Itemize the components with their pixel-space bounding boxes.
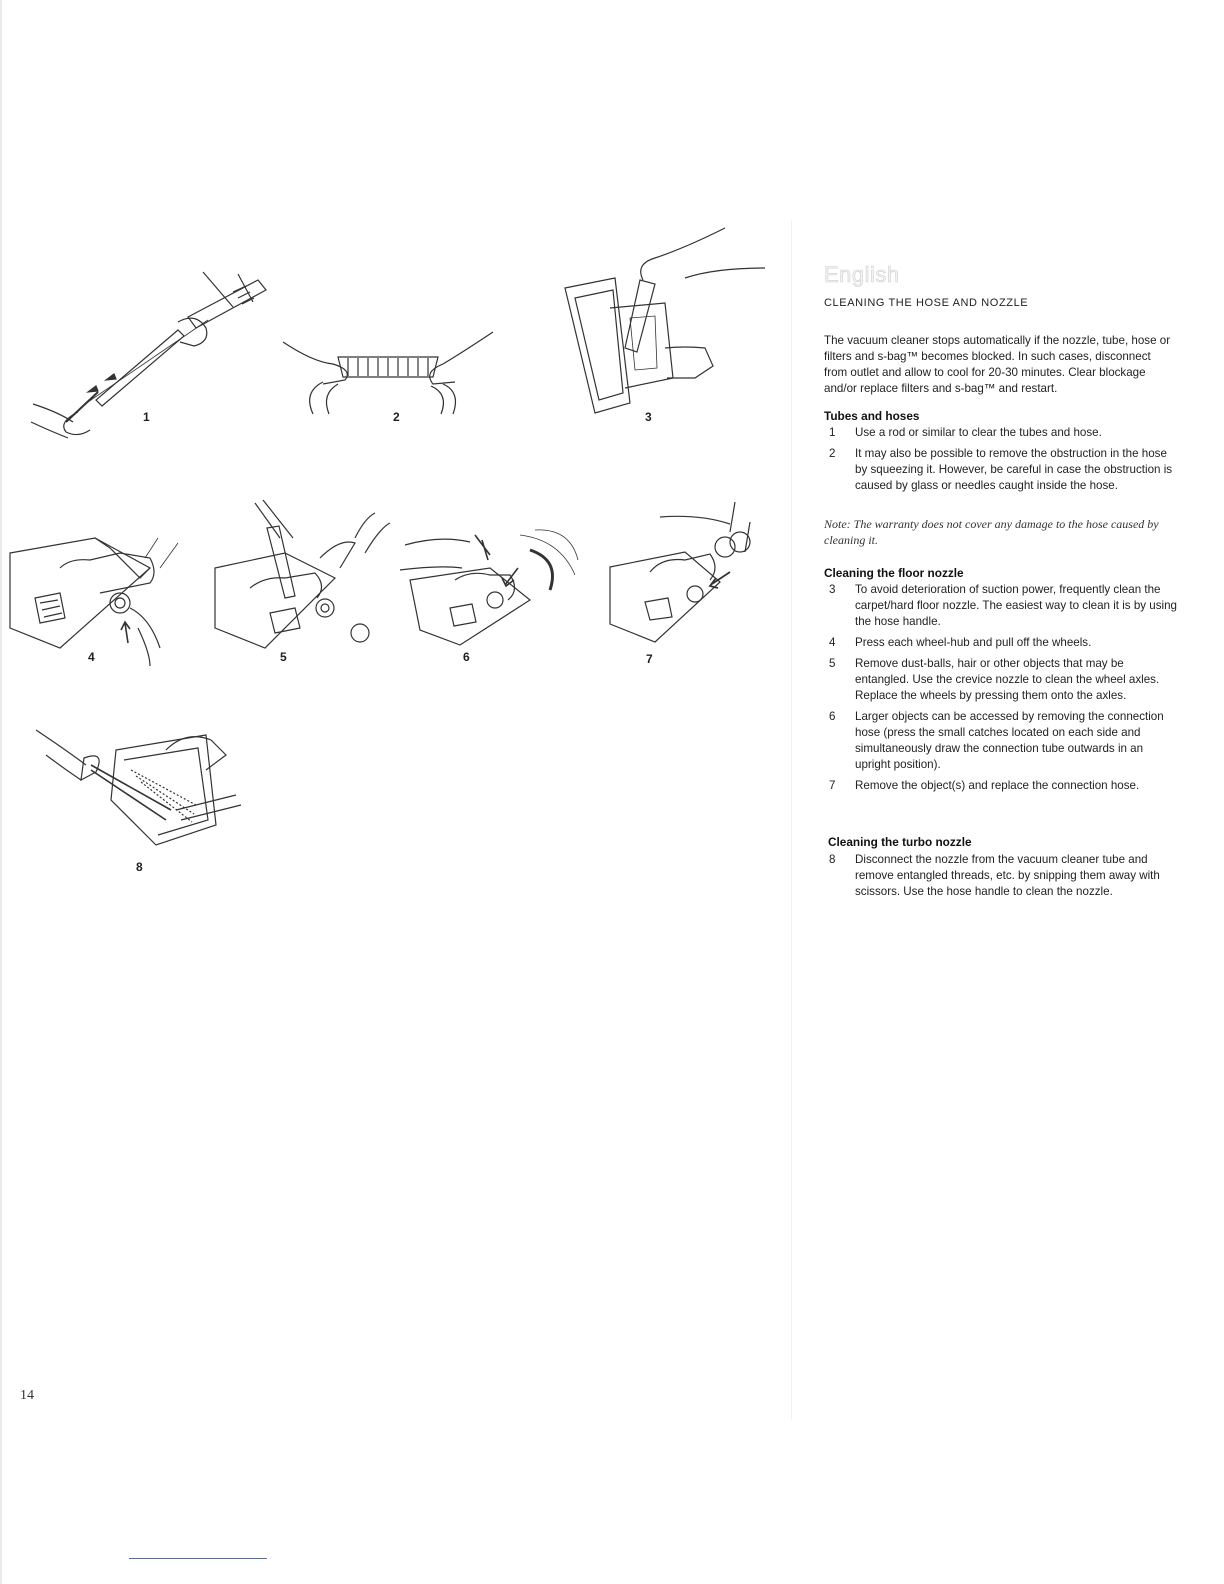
section-title: CLEANING THE HOSE AND NOZZLE	[824, 297, 1029, 309]
page-edge	[0, 0, 2, 1584]
tubes-list	[824, 425, 1180, 499]
figure-label: 1	[143, 410, 150, 424]
figure-2	[283, 322, 513, 432]
figure-8	[36, 710, 246, 880]
figure-label: 6	[463, 650, 470, 664]
figure-label: 5	[280, 650, 287, 664]
turbo-list	[824, 852, 1180, 905]
rod-clearing-tube-icon	[28, 262, 278, 457]
list-item: 8 Disconnect the nozzle from the vacuum cleaner tube and remove entangled threads, etc. by snipping them away with scissors. Use the hose handle to clean the nozzle.	[829, 853, 1160, 898]
floor-list	[824, 582, 1180, 799]
footer-rule	[129, 1558, 267, 1559]
floor-heading: Cleaning the floor nozzle	[824, 566, 964, 580]
list-item: 4 Press each wheel-hub and pull off the wheels.	[829, 636, 1092, 649]
list-item: 3 To avoid deterioration of suction power, frequently clean the carpet/hard floor nozzle. The easiest way to clean it is by using the hose handle.	[829, 583, 1178, 628]
language-heading: English	[824, 262, 900, 287]
figure-label: 7	[646, 652, 653, 666]
tubes-heading: Tubes and hoses	[824, 409, 920, 423]
figure-5	[205, 498, 395, 668]
figure-6	[400, 520, 580, 668]
column-divider	[791, 220, 792, 1420]
figure-label: 4	[88, 650, 95, 664]
crevice-nozzle-axle-icon	[205, 498, 395, 668]
warranty-note: Note: The warranty does not cover any damage to the hose caused by cleaning it.	[824, 517, 1159, 547]
intro-paragraph: The vacuum cleaner stops automatically if the nozzle, tube, hose or filters and s-bag™ becomes blocked. In such cases, disconnect from outlet and allow to cool for 20-30 minutes. Clear blockage and/or replace filters and s-bag™ and restart.	[824, 334, 1171, 395]
figure-4	[0, 528, 185, 668]
list-item: 1 Use a rod or similar to clear the tubes and hose.	[829, 426, 1102, 439]
figure-3	[555, 228, 770, 428]
figure-1	[28, 262, 278, 457]
list-item: 5 Remove dust-balls, hair or other objects that may be entangled. Use the crevice nozzle to clean the wheel axles. Replace the wheels by pressing them onto the axles.	[829, 657, 1160, 702]
connection-hose-replace-icon	[600, 502, 760, 668]
turbo-nozzle-scissors-icon	[36, 710, 246, 880]
connection-hose-removal-icon	[400, 520, 580, 668]
figure-label: 3	[645, 410, 652, 424]
figure-label: 8	[136, 860, 143, 874]
figure-7	[600, 502, 760, 668]
turbo-heading: Cleaning the turbo nozzle	[828, 835, 972, 849]
list-item: 2 It may also be possible to remove the obstruction in the hose by squeezing it. However, be careful in case the obstruction is caused by glass or needles caught inside the hose.	[829, 447, 1173, 492]
figure-label: 2	[393, 410, 400, 424]
page-number: 14	[20, 1388, 34, 1403]
floor-nozzle-handle-cleaning-icon	[555, 228, 770, 428]
list-item: 7 Remove the object(s) and replace the connection hose.	[829, 779, 1140, 792]
wheel-hub-removal-icon	[0, 528, 185, 668]
list-item: 6 Larger objects can be accessed by removing the connection hose (press the small catches located on each side and simultaneously draw the connection tube outwards in an upright position).	[829, 710, 1164, 771]
